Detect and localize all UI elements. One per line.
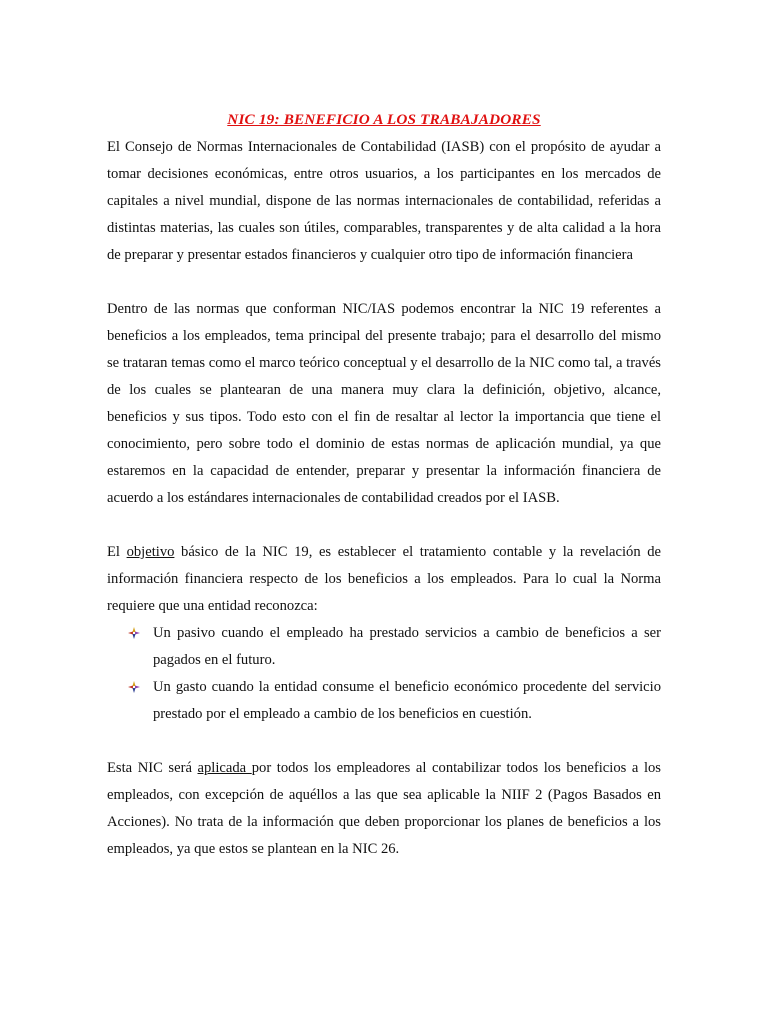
- scope-paragraph: [107, 755, 661, 863]
- objective-text-before: El: [107, 544, 127, 560]
- objective-paragraph: [107, 539, 661, 620]
- diamond-arrow-bullet-icon: [128, 627, 140, 639]
- list-item-text: Un gasto cuando la entidad consume el beneficio económico procedente del servicio prestado por el empleado a cambio de los beneficios en cuestión.: [153, 679, 661, 722]
- scope-text-before: Esta NIC será: [107, 760, 198, 776]
- list-item-text: Un pasivo cuando el empleado ha prestado servicios a cambio de beneficios a ser pagados en el futuro.: [153, 625, 661, 668]
- objective-text-after: básico de la NIC 19, es establecer el tratamiento contable y la revelación de información financiera respecto de los beneficios a los empleados. Para lo cual la Norma requiere que una entidad reconozca:: [107, 544, 662, 614]
- context-paragraph: Dentro de las normas que conforman NIC/IAS podemos encontrar la NIC 19 referentes a beneficios a los empleados, tema principal del presente trabajo; para el desarrollo del mismo se trataran temas como el marco teórico conceptual y el desarrollo de la NIC como tal, a través de los cuales se plantearan de una manera muy clara la definición, objetivo, alcance, beneficios y sus tipos. Todo esto con el fin de resaltar al lector la importancia que tiene el conocimiento, pero sobre todo el dominio de estas normas de aplicación mundial, ya que estaremos en la capacidad de entender, preparar y presentar la información financiera de acuerdo a los estándares internacionales de contabilidad creados por el IASB.: [107, 301, 661, 506]
- document-page: [107, 108, 661, 863]
- objective-underlined-word: objetivo: [126, 544, 175, 560]
- scope-text-after: por todos los empleadores al contabilizar todos los beneficios a los empleados, con excepción de aquéllos a las que sea aplicable la NIIF 2 (Pagos Basados en Acciones). No trata de la información que deben proporcionar los planes de beneficios a los empleados, ya que estos se plantean en la NIC 26.: [107, 760, 661, 857]
- diamond-arrow-bullet-icon: [128, 681, 140, 693]
- recognition-list: [107, 620, 661, 728]
- document-title: NIC 19: BENEFICIO A LOS TRABAJADORES: [227, 111, 541, 128]
- list-item: [107, 620, 661, 674]
- list-item: [107, 674, 661, 728]
- scope-underlined-word: aplicada: [197, 760, 252, 776]
- intro-paragraph: El Consejo de Normas Internacionales de Contabilidad (IASB) con el propósito de ayudar a tomar decisiones económicas, entre otros usuarios, a los participantes en los mercados de capitales a nivel mundial, dispone de las normas internacionales de contabilidad, referidas a distintas materias, las cuales son útiles, comparables, transparentes y de alta calidad a la hora de preparar y presentar estados financieros y cualquier otro tipo de información financiera: [107, 139, 661, 263]
